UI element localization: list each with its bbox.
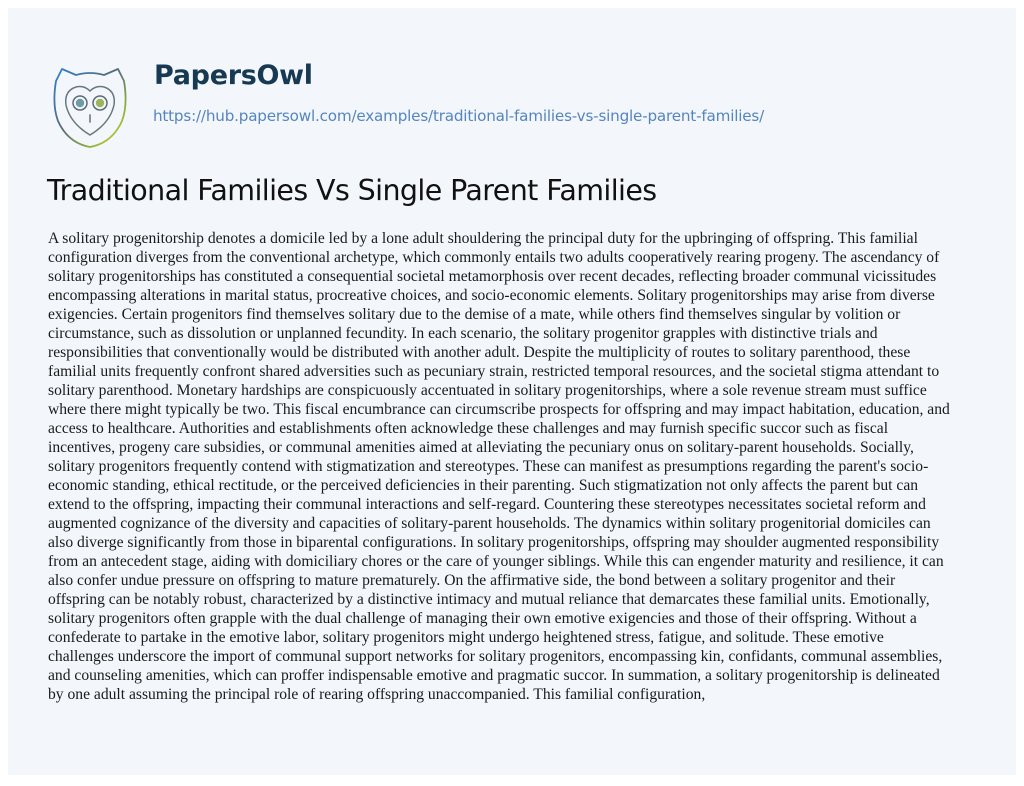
site-header xyxy=(8,8,1016,158)
article-line: where there might typically be two. This fiscal encumbrance can circumscribe prospects for offspring and may impact habitation, education, and xyxy=(48,401,950,418)
article-line: A solitary progenitorship denotes a domicile led by a lone adult shouldering the principal duty for the upbringing of offspring. This familial xyxy=(48,230,918,247)
article-line: also confer undue pressure on offspring to mature prematurely. On the affirmative side, the bond between a solitary progenitor and their xyxy=(48,572,896,589)
brand-name[interactable]: PapersOwl xyxy=(154,60,313,91)
article-line: also diverge significantly from those in biparental configurations. In solitary progenitorships, offspring may shoulder augmented responsibility xyxy=(48,534,940,551)
article-line: access to healthcare. Authorities and establishments often acknowledge these challenges and may furnish specific succor such as fiscal xyxy=(48,420,889,437)
article-line: and counseling amenities, which can proffer indispensable emotive and pragmatic succor. In summation, a solitary progenitorship is delineated xyxy=(48,667,940,684)
article-line: encompassing alterations in marital status, procreative choices, and socio-economic elements. Solitary progenitorships may arise from diverse xyxy=(48,287,935,304)
source-url-link[interactable]: https://hub.papersowl.com/examples/traditional-families-vs-single-parent-families/ xyxy=(153,107,765,125)
article-line: configuration diverges from the conventional archetype, which commonly entails two adults cooperatively rearing progeny. The ascendancy of xyxy=(48,249,940,266)
article-line: responsibilities that conventionally would be distributed with another adult. Despite the multiplicity of routes to solitary parenthood, these xyxy=(48,344,911,361)
page-title: Traditional Families Vs Single Parent Families xyxy=(47,174,657,207)
article-line: solitary progenitorships has constituted a consequential societal metamorphosis over recent decades, reflecting broader communal vicissitudes xyxy=(48,268,937,285)
article-line: confederate to partake in the emotive labor, solitary progenitors might undergo heightened stress, fatigue, and solitude. These emotive xyxy=(48,629,884,646)
article-line: solitary progenitors frequently contend with stigmatization and stereotypes. These can manifest as presumptions regarding the parent's socio- xyxy=(48,458,929,475)
page-container xyxy=(8,8,1016,775)
article-line: solitary parenthood. Monetary hardships are conspicuously accentuated in solitary progenitorships, where a sole revenue stream must suffice xyxy=(48,382,927,399)
owl-logo-icon[interactable] xyxy=(50,65,130,151)
article-line: by one adult assuming the principal role of rearing offspring unaccompanied. This familial configuration, xyxy=(48,686,706,703)
article-line: economic standing, ethical rectitude, or the perceived deficiencies in their parenting. Such stigmatization not only affects the parent but can xyxy=(48,477,919,494)
article-line: challenges underscore the import of communal support networks for solitary progenitors, encompassing kin, confidants, communal assemblies, xyxy=(48,648,943,665)
article-line: from an antecedent stage, aiding with domiciliary chores or the care of younger siblings. While this can engender maturity and resilience, it can xyxy=(48,553,944,570)
article-line: extend to the offspring, impacting their communal interactions and self-regard. Countering these stereotypes necessitates societal reform and xyxy=(48,496,926,513)
article-line: offspring can be notably robust, characterized by a distinctive intimacy and mutual reliance that demarcates these familial units. Emotionally, xyxy=(48,591,930,608)
article-line: incentives, progeny care subsidies, or communal amenities aimed at alleviating the pecuniary onus on solitary-parent households. Socially, xyxy=(48,439,914,456)
article-line: solitary progenitors often grapple with the dual challenge of managing their own emotive exigencies and those of their offspring. Without a xyxy=(48,610,917,627)
article-line: circumstance, such as dissolution or unplanned fecundity. In each scenario, the solitary progenitor grapples with distinctive trials and xyxy=(48,325,878,342)
article-line: exigencies. Certain progenitors find themselves solitary due to the demise of a mate, while others find themselves singular by volition or xyxy=(48,306,901,323)
article-body xyxy=(48,229,1018,704)
article-line: familial units frequently confront shared adversities such as pecuniary strain, restricted temporal resources, and the societal stigma attendant to xyxy=(48,363,940,380)
article-line: augmented cognizance of the diversity and capacities of solitary-parent households. The dynamics within solitary progenitorial domiciles can xyxy=(48,515,931,532)
